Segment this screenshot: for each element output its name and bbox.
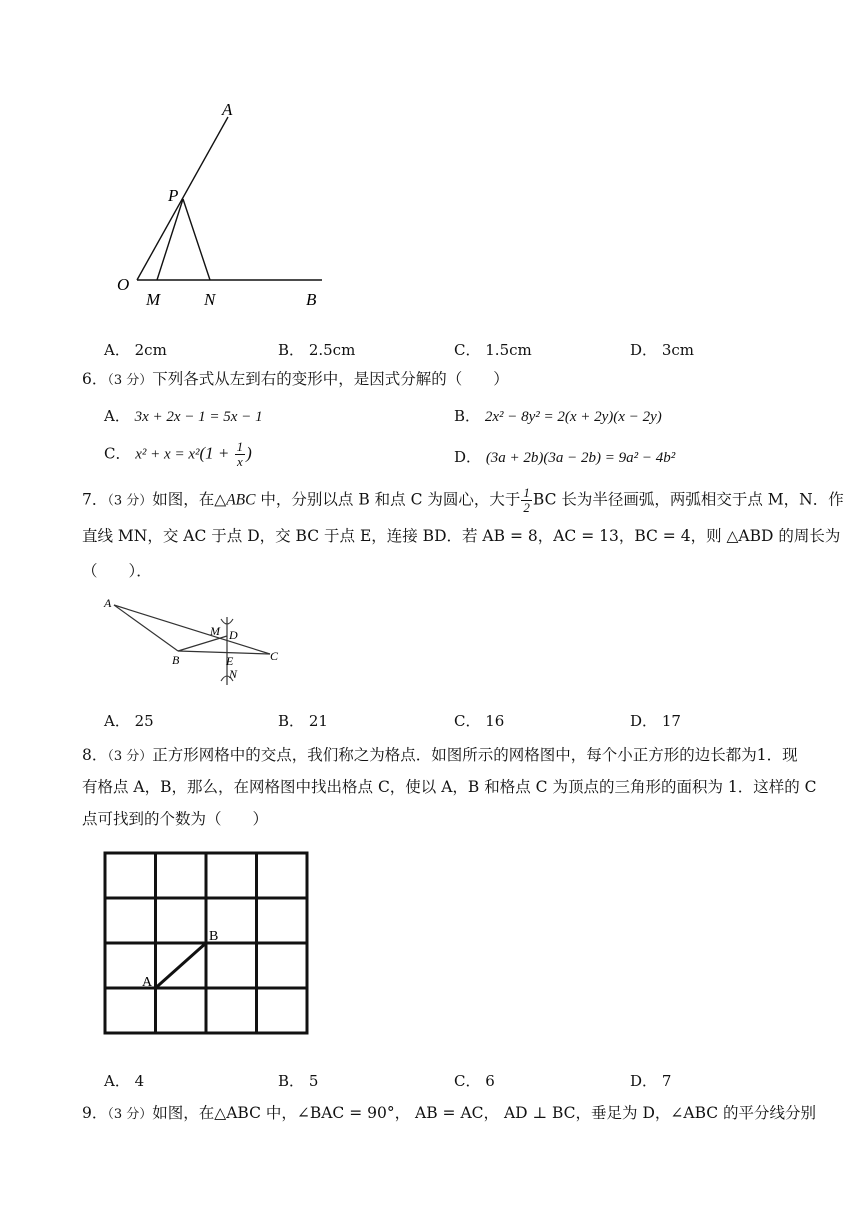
q6-stem-text: 下列各式从左到右的变形中，是因式分解的（ ） [152, 370, 509, 388]
label-b: B [306, 290, 317, 309]
label-a: A [222, 100, 233, 119]
q7-label-c: C [270, 649, 279, 663]
segment-bd [178, 636, 227, 651]
q9-stem-line1: 9．（3 分）如图，在△ABC 中，∠BAC = 90°， AB = AC， AD ⊥ BC，垂足为 D，∠ABC 的平分线分别 [82, 1104, 817, 1122]
q5-figure [100, 95, 340, 315]
q7-option-b[interactable]: B． 21 [278, 712, 328, 730]
q7-label-d: D [229, 628, 238, 642]
q7-label-m: M [210, 624, 220, 638]
q7-fraction: $\frac{1}{2}$ [523, 485, 530, 515]
q5-option-b[interactable]: B． 2.5cm [278, 341, 356, 359]
q7-number: 7． [82, 490, 108, 509]
q7-stem-line2: 直线 MN，交 AC 于点 D，交 BC 于点 E，连接 BD．若 AB = 8，AC = 13，BC = 4，则 △ABD 的周长为 [82, 527, 841, 545]
q8-grid-figure [100, 848, 315, 1038]
q6-stem [82, 368, 509, 392]
q7-stem-line1: 7．（3 分）如图，在△ABC 中，分别以点 B 和点 C 为圆心，大于 $\frac{1}{2}$ BC 长为半径画弧，两弧相交于点 M，N．作 [82, 485, 844, 515]
label-n: N [204, 290, 216, 309]
label-o: O [117, 275, 130, 294]
segment-bc [178, 651, 270, 654]
q6-score: （3 分） [107, 373, 153, 388]
segment-ab [114, 605, 178, 651]
q7-label-n: N [229, 667, 238, 681]
q8-option-b[interactable]: B． 5 [278, 1072, 319, 1090]
q9-number: 9． [82, 1104, 108, 1122]
q6-c-fraction: $\frac{1}{x}$ [236, 439, 244, 469]
q8-stem-line1: 8．（3 分）正方形网格中的交点，我们称之为格点．如图所示的网格图中，每个小正方形的边长都为1．现 [82, 746, 798, 764]
q8-label-a: A [142, 975, 153, 990]
q8-score: （3 分） [107, 749, 153, 764]
q5-option-d[interactable]: D． 3cm [630, 341, 694, 359]
segment-pn [183, 199, 210, 280]
q5-option-c[interactable]: C． 1.5cm [454, 341, 532, 359]
q8-option-a[interactable]: A． 4 [104, 1072, 145, 1090]
q7-label-e: E [226, 654, 234, 668]
q8-option-c[interactable]: C． 6 [454, 1072, 495, 1090]
q8-number: 8． [82, 746, 108, 764]
q6-option-c[interactable]: C． x² + x = x²(1 + $\frac{1}{x}$ ) [104, 439, 252, 469]
q7-figure [100, 595, 290, 695]
q7-score: （3 分） [107, 493, 153, 509]
q8-stem-line3: 点可找到的个数为（ ） [82, 810, 269, 828]
q7-option-a[interactable]: A． 25 [104, 712, 154, 730]
q6-number: 6． [82, 370, 108, 388]
q7-option-d[interactable]: D． 17 [630, 712, 681, 730]
q7-label-b: B [172, 653, 180, 667]
q6-option-b[interactable]: B． 2x² − 8y² = 2(x + 2y)(x − 2y) [454, 407, 662, 425]
q6-option-a[interactable]: A． 3x + 2x − 1 = 5x − 1 [104, 407, 263, 425]
q8-label-b: B [209, 929, 219, 944]
segment-pm [157, 199, 183, 280]
q7-label-a: A [104, 596, 112, 610]
q8-stem-line2: 有格点 A，B，那么，在网格图中找出格点 C，使以 A，B 和格点 C 为顶点的三角形的面积为 1．这样的 C [82, 778, 817, 796]
q9-score: （3 分） [107, 1107, 153, 1122]
q5-option-a[interactable]: A． 2cm [104, 341, 167, 359]
q7-option-c[interactable]: C． 16 [454, 712, 505, 730]
q8-option-d[interactable]: D． 7 [630, 1072, 672, 1090]
q6-option-d[interactable]: D． (3a + 2b)(3a − 2b) = 9a² − 4b² [454, 448, 676, 466]
ray-oa [137, 117, 228, 280]
segment-ab-grid [156, 943, 207, 988]
q7-stem-line3: （ ）． [82, 562, 152, 580]
label-m: M [146, 290, 161, 309]
label-p: P [168, 186, 179, 205]
